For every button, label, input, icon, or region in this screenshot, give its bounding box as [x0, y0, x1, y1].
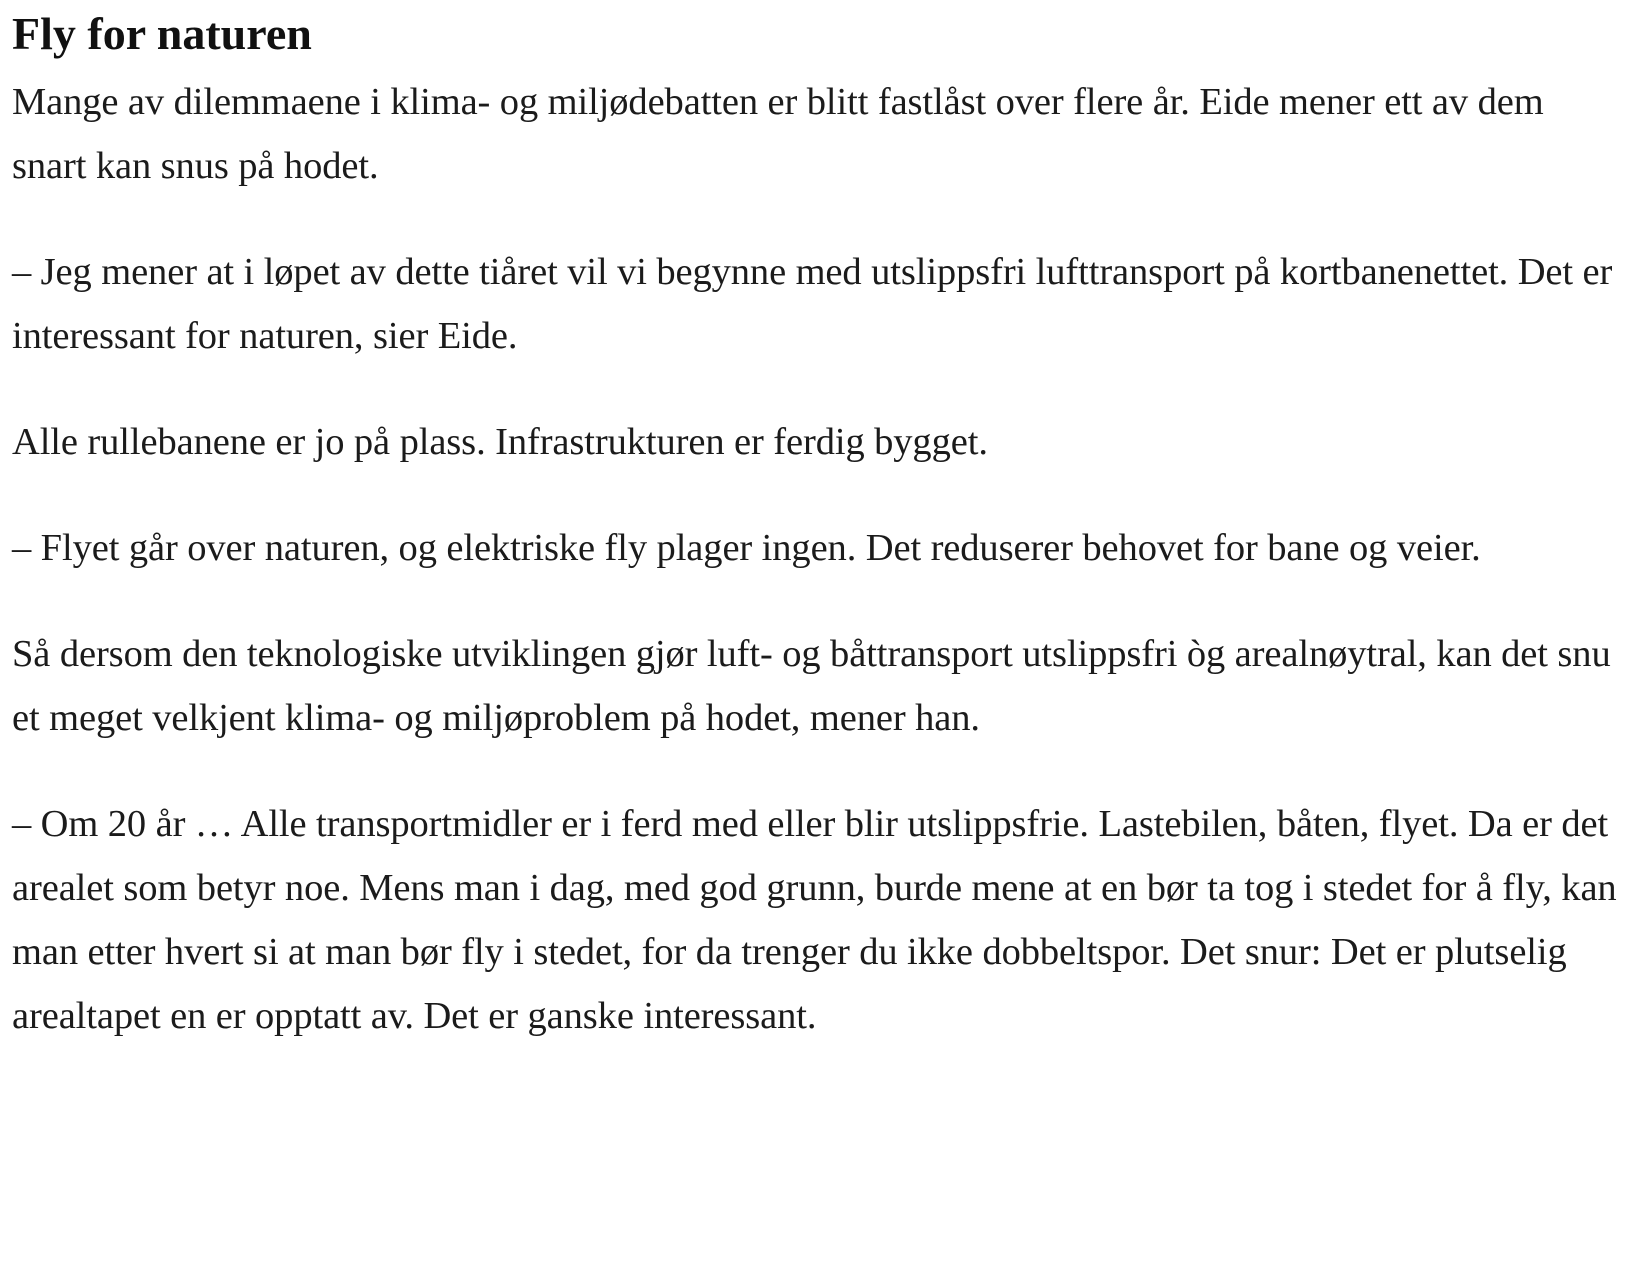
paragraph-intro: Mange av dilemmaene i klima- og miljødebatten er blitt fastlåst over flere år. Eide mener ett av dem snart kan snus på hodet. — [12, 81, 1544, 187]
paragraph-technology: Så dersom den teknologiske utviklingen gjør luft- og båttransport utslippsfri òg arealnøytral, kan det snu et meget velkjent klima- og miljøproblem på hodet, mener han. — [12, 633, 1611, 739]
paragraph-runways: Alle rullebanene er jo på plass. Infrastrukturen er ferdig bygget. — [12, 421, 988, 463]
paragraph-quote-electric-planes: – Flyet går over naturen, og elektriske fly plager ingen. Det reduserer behovet for bane og veier. — [12, 527, 1481, 569]
paragraph-quote-shorthaul: – Jeg mener at i løpet av dette tiåret vil vi begynne med utslippsfri lufttransport på kortbanenettet. Det er interessant for naturen, sier Eide. — [12, 251, 1613, 357]
article — [12, 0, 1622, 1090]
article-heading: Fly for naturen — [12, 8, 312, 59]
paragraph-quote-20-years: – Om 20 år … Alle transportmidler er i ferd med eller blir utslippsfrie. Lastebilen, båten, flyet. Da er det arealet som betyr noe. Mens man i dag, med god grunn, burde mene at en bør ta tog i stedet for å fly, kan man etter hvert si at man bør fly i stedet, for da trenger du ikke dobbeltspor. Det snur: Det er plutselig arealtapet en er opptatt av. Det er ganske interessant. — [12, 803, 1617, 1037]
